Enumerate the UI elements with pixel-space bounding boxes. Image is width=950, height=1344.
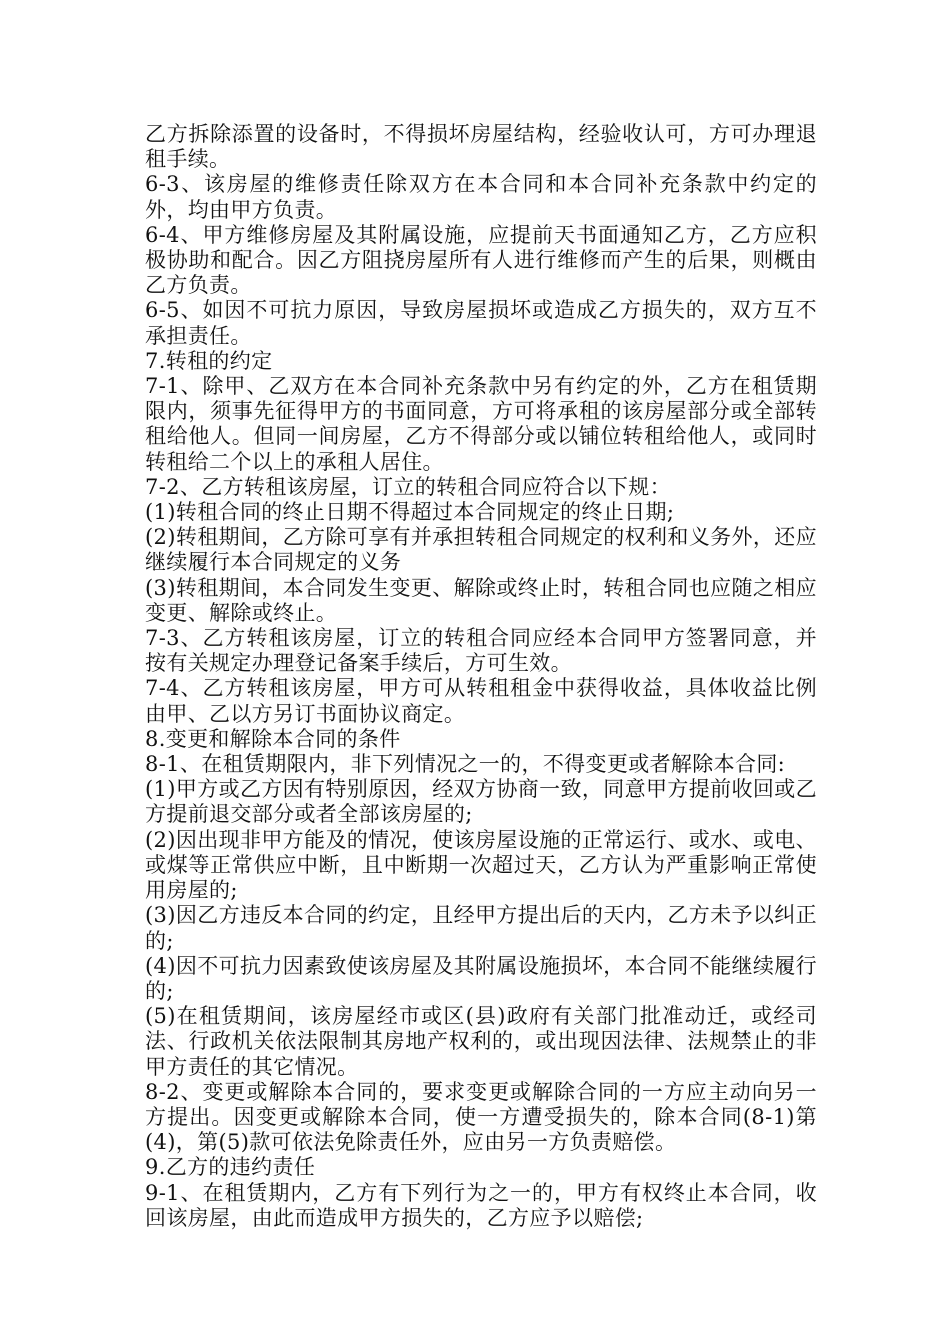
paragraph-8-2: 8-2、变更或解除本合同的，要求变更或解除合同的一方应主动向另一方提出。因变更或解除本合同，使一方遭受损失的，除本合同(8-1)第(4)，第(5)款可依法免除责任外，应由另一方负责赔偿。 <box>145 1079 817 1155</box>
list-item-7-2-1: (1)转租合同的终止日期不得超过本合同规定的终止日期; <box>145 500 675 525</box>
paragraph-8-1: 8-1、在租赁期限内，非下列情况之一的，不得变更或者解除本合同: <box>145 752 786 777</box>
paragraph-6-4: 6-4、甲方维修房屋及其附属设施，应提前天书面通知乙方，乙方应积极协助和配合。因乙方阻挠房屋所有人进行维修而产生的后果，则概由乙方负责。 <box>145 222 817 298</box>
paragraph-6-3: 6-3、该房屋的维修责任除双方在本合同和本合同补充条款中约定的外，均由甲方负责。 <box>145 172 817 222</box>
paragraph-7-3: 7-3、乙方转租该房屋，订立的转租合同应经本合同甲方签署同意，并按有关规定办理登记备案手续后，方可生效。 <box>145 626 817 676</box>
paragraph-9-1: 9-1、在租赁期内，乙方有下列行为之一的，甲方有权终止本合同，收回该房屋，由此而造成甲方损失的，乙方应予以赔偿; <box>145 1180 817 1230</box>
paragraph-6-5: 6-5、如因不可抗力原因，导致房屋损坏或造成乙方损失的，双方互不承担责任。 <box>145 298 817 348</box>
paragraph-7-1: 7-1、除甲、乙双方在本合同补充条款中另有约定的外，乙方在租赁期限内，须事先征得甲方的书面同意，方可将承租的该房屋部分或全部转租给他人。但同一间房屋，乙方不得部分或以铺位转租给他人，或同时转租给二个以上的承租人居住。 <box>145 374 817 474</box>
list-item-8-1-3: (3)因乙方违反本合同的约定，且经甲方提出后的天内，乙方未予以纠正的; <box>145 903 817 953</box>
list-item-8-1-5: (5)在租赁期间，该房屋经市或区(县)政府有关部门批准动迁，或经司法、行政机关依法限制其房地产权利的，或出现因法律、法规禁止的非甲方责任的其它情况。 <box>145 1004 817 1079</box>
list-item-7-2-3: (3)转租期间，本合同发生变更、解除或终止时，转租合同也应随之相应变更、解除或终止。 <box>145 575 817 625</box>
list-item-8-1-2: (2)因出现非甲方能及的情况，使该房屋设施的正常运行、或水、或电、或煤等正常供应中断，且中断期一次超过天，乙方认为严重影响正常使用房屋的; <box>145 827 817 903</box>
section-heading-8: 8.变更和解除本合同的条件 <box>145 726 401 751</box>
list-item-8-1-1: (1)甲方或乙方因有特别原因，经双方协商一致，同意甲方提前收回或乙方提前退交部分或者全部该房屋的; <box>145 777 817 827</box>
paragraph-demolition-clause: 乙方拆除添置的设备时，不得损坏房屋结构，经验收认可，方可办理退租手续。 <box>145 122 817 172</box>
list-item-7-2-2: (2)转租期间，乙方除可享有并承担转租合同规定的权利和义务外，还应继续履行本合同规定的义务 <box>145 525 817 575</box>
list-item-8-1-4: (4)因不可抗力因素致使该房屋及其附属设施损坏，本合同不能继续履行的; <box>145 953 817 1003</box>
document-page <box>145 122 817 1231</box>
section-heading-7: 7.转租的约定 <box>145 348 273 373</box>
paragraph-7-2: 7-2、乙方转租该房屋，订立的转租合同应符合以下规： <box>145 474 671 499</box>
paragraph-7-4: 7-4、乙方转租该房屋，甲方可从转租租金中获得收益，具体收益比例由甲、乙以方另订书面协议商定。 <box>145 676 817 726</box>
section-heading-9: 9.乙方的违约责任 <box>145 1155 316 1180</box>
